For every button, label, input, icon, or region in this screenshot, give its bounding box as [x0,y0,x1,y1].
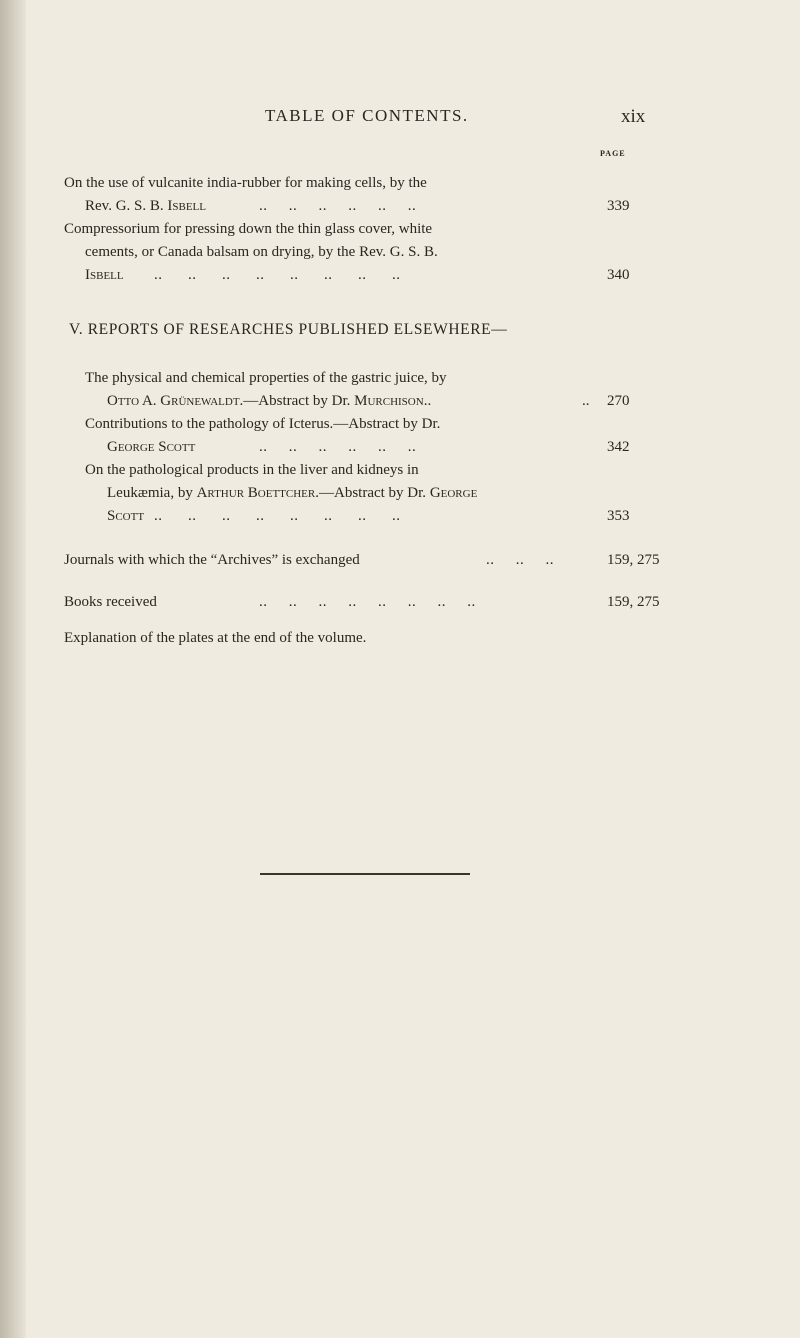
author-name: Arthur Boettcher [196,485,316,501]
author-name: Scott [107,508,145,524]
entry-text-line: Leukæmia, by Arthur Boettcher.—Abstract by Dr. George [107,485,478,501]
page-column-label: PAGE [600,149,626,158]
entry-text-line: Journals with which the “Archives” is exchanged [64,552,360,568]
page-reference: 159, 275 [607,552,660,568]
dot-leader: .. [582,393,590,409]
entry-text-line: cements, or Canada balsam on drying, by the Rev. G. S. B. [85,244,438,260]
dot-leader: .. .. .. .. .. .. .. .. [259,594,476,610]
page-reference: 339 [607,198,630,214]
entry-text-line: The physical and chemical properties of the gastric juice, by [85,370,447,386]
page-reference: 270 [607,393,630,409]
page-number: xix [621,106,646,127]
divider-rule [260,873,470,875]
entry-text-line: Explanation of the plates at the end of the volume. [64,630,367,646]
author-name: George [429,485,478,501]
page-reference: 159, 275 [607,594,660,610]
author-name: George Scott [107,439,196,455]
entry-text-line: On the use of vulcanite india-rubber for making cells, by the [64,175,427,191]
running-head: TABLE OF CONTENTS. [265,106,469,125]
author-name: Otto A. Grünewaldt [107,393,240,409]
entry-text-line: Books received [64,594,157,610]
author-name: Isbell [167,198,206,214]
page-reference: 342 [607,439,630,455]
dot-leader: .. .. .. [486,552,554,568]
entry-text-line: Otto A. Grünewaldt.—Abstract by Dr. Murchison.. [107,393,432,409]
entry-text-line: On the pathological products in the liver and kidneys in [85,462,419,478]
entry-text-line: Contributions to the pathology of Icterus.—Abstract by Dr. [85,416,441,432]
section-heading: V. REPORTS OF RESEARCHES PUBLISHED ELSEWHERE— [69,321,508,338]
entry-text-line: Rev. G. S. B. Isbell [85,198,206,214]
author-name: Murchison [354,393,424,409]
page-gutter-shadow [0,0,26,1338]
dot-leader: .. .. .. .. .. .. [259,198,417,214]
entry-text-line: Compressorium for pressing down the thin glass cover, white [64,221,433,237]
dot-leader: .. .. .. .. .. .. [259,439,417,455]
page-reference: 353 [607,508,630,524]
page-header [0,106,800,136]
page-reference: 340 [607,267,630,283]
dot-leader: .. .. .. .. .. .. .. .. [154,267,401,283]
author-name: Isbell [85,267,124,283]
dot-leader: .. .. .. .. .. .. .. .. [154,508,401,524]
